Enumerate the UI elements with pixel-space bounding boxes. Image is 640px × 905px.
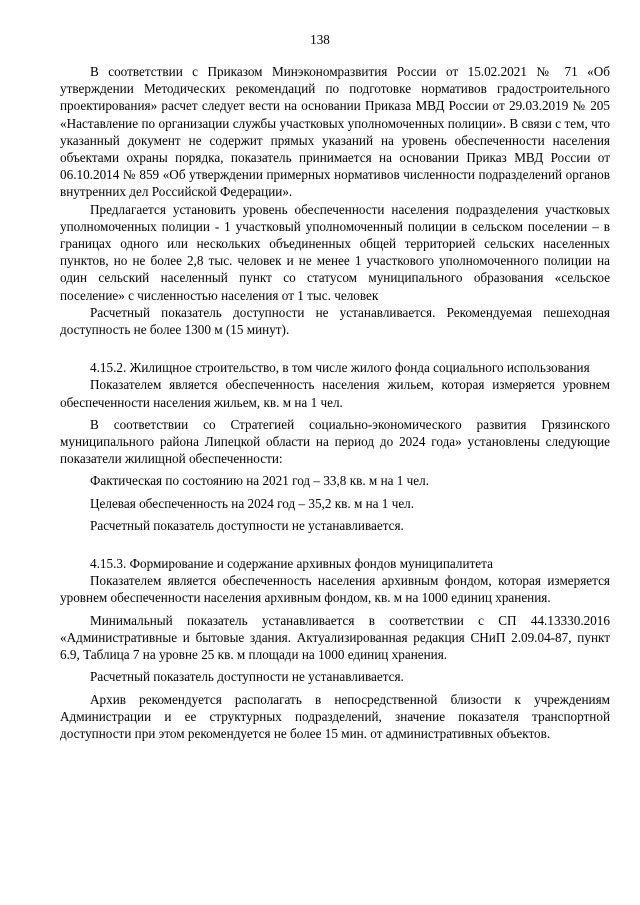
paragraph-housing-actual: Фактическая по состоянию на 2021 год – 33,8 кв. м на 1 чел. xyxy=(90,473,430,489)
paragraph-archive-accessibility: Расчетный показатель доступности не устанавливается. xyxy=(90,669,404,685)
paragraph-housing-indicator: Показателем является обеспеченность населения жильем, которая измеряется уровнем обеспеченности населения жильем, кв. м на 1 чел. xyxy=(60,377,610,410)
section-heading-archives: 4.15.3. Формирование и содержание архивных фондов муниципалитета xyxy=(90,556,493,572)
paragraph-archive-indicator: Показателем является обеспеченность населения архивным фондом, которая измеряется уровнем обеспеченности населения архивным фондом, кв. м на 1000 единиц хранения. xyxy=(60,573,610,606)
paragraph-police-provision: Предлагается установить уровень обеспеченности населения подразделения участковых уполномоченных полиции - 1 участковый уполномоченный полиции в сельском поселении – в границах одного или нескольких объединенных общей территорией сельских населенных пунктов, но не более 2,8 тыс. человек и не менее 1 участкового уполномоченного полиции на один сельский населенный пункт со статусом муниципального образования «сельское поселение» с численностью населения от 1 тыс. человек xyxy=(60,201,610,303)
document-body xyxy=(60,63,610,742)
page-number: 138 xyxy=(310,32,330,47)
paragraph-housing-strategy: В соответствии со Стратегией социально-экономического развития Грязинского муниципального района Липецкой области на период до 2024 года» установлены следующие показатели жилищной обеспеченности: xyxy=(60,416,610,467)
paragraph-order-basis: В соответствии с Приказом Минэкономразвития России от 15.02.2021 № 71 «Об утверждении Методических рекомендаций по подготовке нормативов градостроительного проектирования» расчет следует вести на основании Приказа МВД России от 29.03.2019 № 205 «Наставление по организации службы участковых уполномоченных полиции». В связи с тем, что указанный документ не содержит прямых указаний на уровень обеспеченности населения объектами охраны порядка, показатель принимается на основании Приказ МВД России от 06.10.2014 № 859 «Об утверждении примерных нормативов численности подразделений органов внутренних дел Российской Федерации». xyxy=(60,64,610,200)
paragraph-housing-accessibility: Расчетный показатель доступности не устанавливается. xyxy=(90,517,404,533)
paragraph-police-accessibility: Расчетный показатель доступности не устанавливается. Рекомендуемая пешеходная доступность не более 1300 м (15 минут). xyxy=(60,304,610,338)
section-heading-housing: 4.15.2. Жилищное строительство, в том числе жилого фонда социального использования xyxy=(90,360,590,376)
paragraph-archive-location: Архив рекомендуется располагать в непосредственной близости к учреждениям Администрации и ее структурных подразделений, значение показателя транспортной доступности при этом рекомендуется не более 15 мин. от административных объектов. xyxy=(60,691,610,741)
paragraph-housing-target: Целевая обеспеченность на 2024 год – 35,2 кв. м на 1 чел. xyxy=(90,495,415,511)
paragraph-archive-minimum: Минимальный показатель устанавливается в соответствии с СП 44.13330.2016 «Административные и бытовые здания. Актуализированная редакция СНиП 2.09.04-87, пункт 6.9, Таблица 7 на уровне 25 кв. м площади на 1000 единиц хранения. xyxy=(60,612,610,663)
